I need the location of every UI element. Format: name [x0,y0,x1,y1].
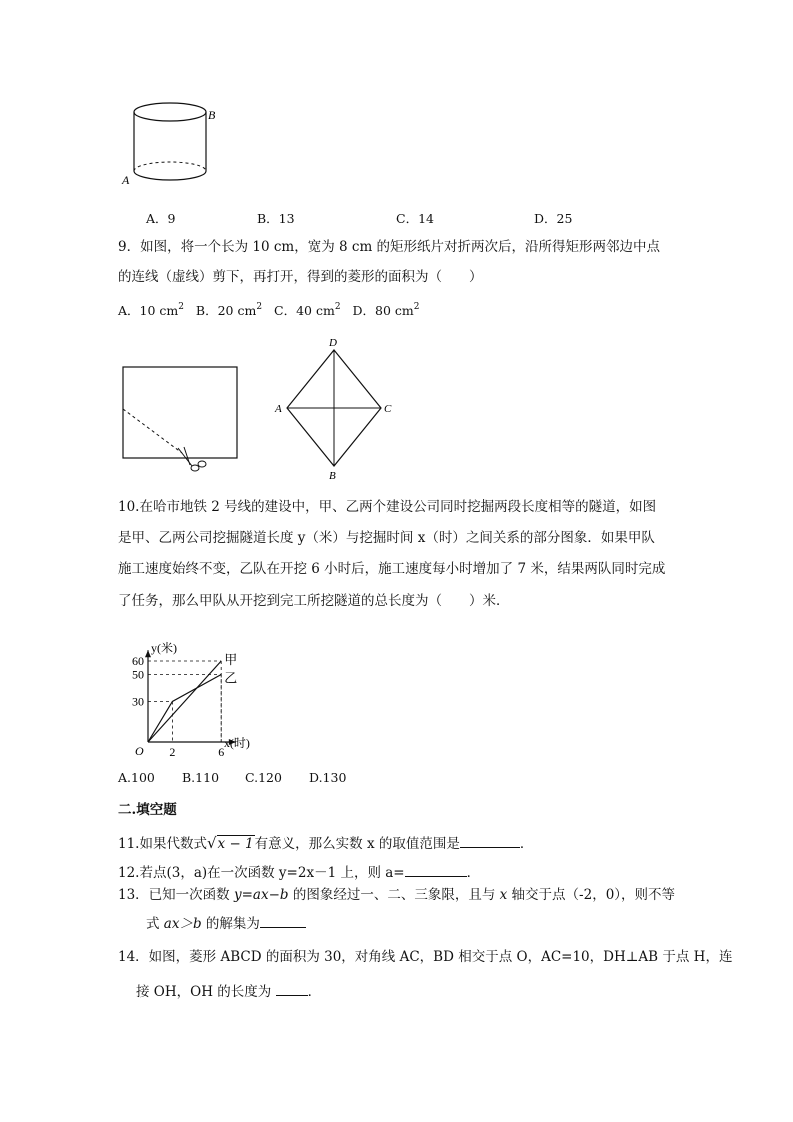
q14-line-2: 接 OH，OH 的长度为 ． [136,981,321,1001]
cylinder-figure [118,98,228,190]
q11-answer-blank[interactable] [460,833,520,848]
y-tick-label-60: 60 [132,654,144,668]
q9-line-1: 9．如图，将一个长为 10 cm，宽为 8 cm 的矩形纸片对折两次后，沿所得矩形两邻边中点 [118,239,661,255]
cylinder-bottom-front [134,171,206,180]
tunnel-chart [118,614,318,762]
y-axis-label: y(米) [151,641,177,656]
q9-line-2: 的连线（虚线）剪下，再打开，得到的菱形的面积为（ ） [118,269,483,285]
q14-line-1: 14．如图，菱形 ABCD 的面积为 30，对角线 AC，BD 相交于点 O，AC=10，DH⊥AB 于点 H，连 [118,949,733,965]
x-axis-label: x(时) [223,736,250,750]
q9-option-b: B．20 $cm^2$ [195,302,263,318]
q10-line-3: 施工速度始终不变，乙队在开挖 6 小时后，施工速度每小时增加了 7 米，结果两队同时完成 [118,561,666,577]
cylinder-bottom-back [134,162,206,171]
x-tick-label-6: 6 [218,745,225,759]
q9-option-a: A．10 $cm^2$ [118,302,184,318]
q13-line-1: 13．已知一次函数 y=ax−b 的图象经过一、二、三象限，且与 x 轴交于点（-2，0），则不等 [118,887,676,903]
section-title-fill-in: 二.填空题 [118,802,177,818]
x-tick-label-2: 2 [169,745,176,759]
q10-line-1: 10.在哈市地铁 2 号线的建设中，甲、乙两个建设公司同时挖掘两段长度相等的隧道，如图 [118,499,657,515]
q8-option-d: D．25 [534,211,573,226]
q10-line-4: 了任务，那么甲队从开挖到完工所挖隧道的总长度为（ ）米． [118,593,510,609]
q12: 12.若点(3，a)在一次函数 y=2x－1 上，则 a= ． [118,862,480,882]
q13-line-2: 式 ax＞b 的解集为 [146,913,306,933]
q10-option-c: C.120 [245,770,282,785]
series-line-yi [148,675,221,743]
rhombus-figure [272,334,402,484]
q10-option-a: A.100 [118,770,155,785]
sqrt-expression: √x − 1 [206,834,254,852]
cut-dashed-line [123,409,182,453]
series-label-yi: 乙 [224,670,238,686]
q9-options [118,301,419,319]
q8-option-a: A．9 [146,211,176,226]
q9-option-d: D．80 $cm^2$ [352,302,420,318]
y-tick-label-30: 30 [132,694,144,709]
series-line-jia [148,661,221,742]
scissors-icon [178,447,206,471]
q13-answer-blank[interactable] [260,913,306,928]
q10-option-b: B.110 [182,770,220,785]
cylinder-top-ellipse [134,103,206,121]
cylinder-label-b: B [208,108,216,122]
q12-answer-blank[interactable] [405,862,467,877]
q14-answer-blank[interactable] [276,981,308,996]
paper-rectangle [123,367,237,458]
q10-option-d: D.130 [309,770,347,785]
cylinder-label-a: A [122,173,130,187]
rhombus-label-c: C [384,403,392,415]
y-tick-label-50: 50 [132,667,144,682]
rectangle-paper-figure [118,362,244,474]
q8-option-c: C．14 [396,211,434,226]
q9-option-c: C．40 $cm^2$ [274,302,341,318]
q8-option-b: B．13 [257,211,295,226]
q10-line-2: 是甲、乙两公司挖掘隧道长度 y（米）与挖掘时间 x（时）之间关系的部分图象．如果甲队 [118,530,655,546]
q11: 11.如果代数式√x − 1有意义，那么实数 x 的取值范围是 ． [118,834,534,852]
rhombus-label-a: A [275,403,282,415]
rhombus-label-d: D [329,337,337,349]
origin-label: O [135,744,144,758]
series-label-jia: 甲 [224,652,238,667]
rhombus-label-b: B [329,470,336,482]
